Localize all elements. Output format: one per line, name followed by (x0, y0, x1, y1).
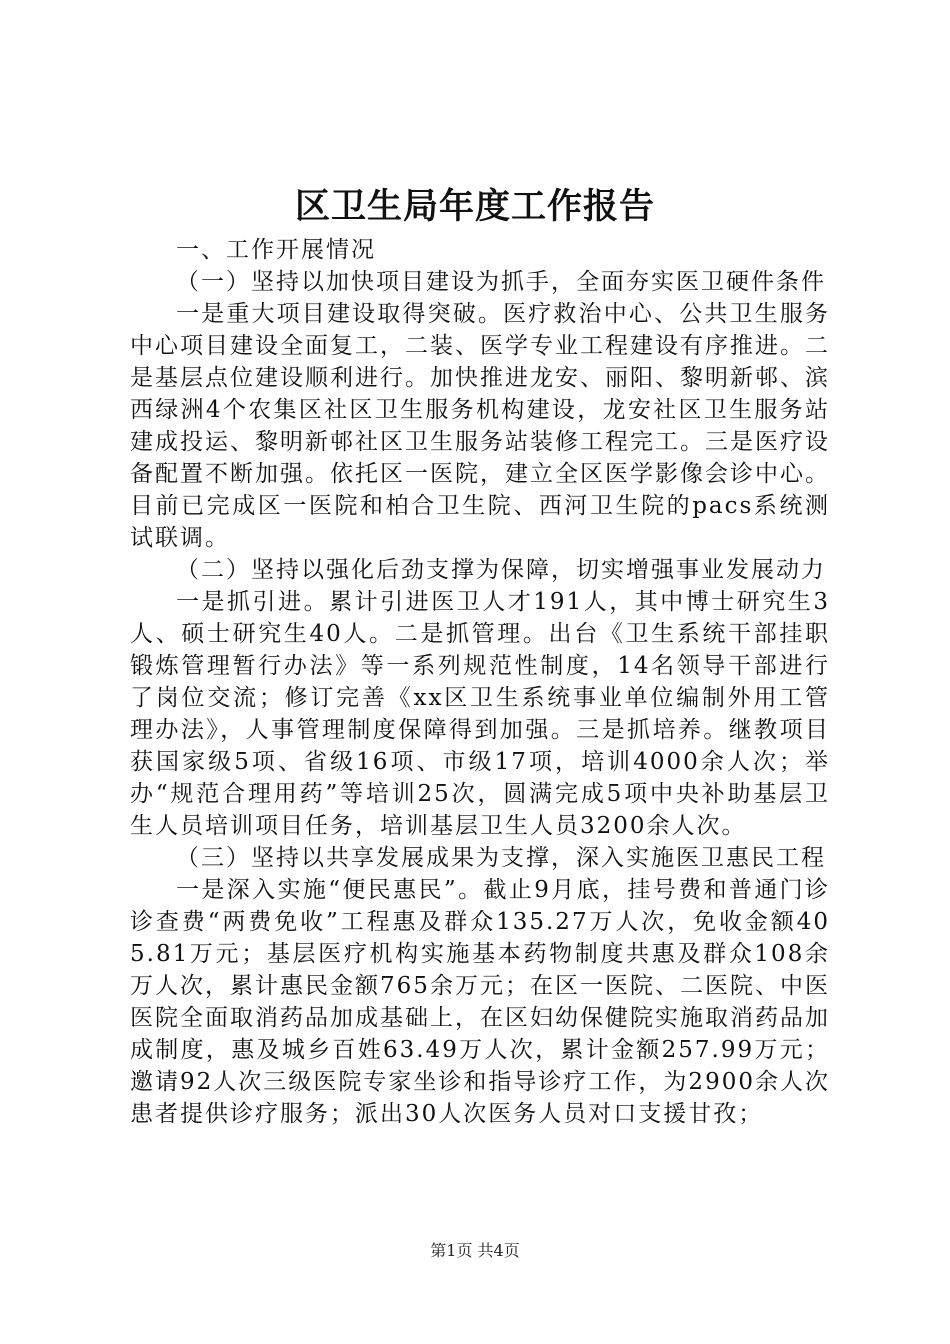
paragraph-talent-management: 一是抓引进。累计引进医卫人才191人，其中博士研究生3人、硕士研究生40人。二是抓管理。出台《卫生系统干部挂职锻炼管理暂行办法》等一系列规范性制度，14名领导干部进行了岗位交流；修订完善《xx区卫生系统事业单位编制外用工管理办法》，人事管理制度保障得到加强。三是抓培养。继教项目获国家级5项、省级16项、市级17项，培训4000余人次；举办“规范合理用药”等培训25次，圆满完成5项中央补助基层卫生人员培训项目任务，培训基层卫生人员3200余人次。 (130, 589, 830, 839)
section-heading: 一、工作开展情况 (176, 237, 376, 263)
subsection-heading-1: （一）坚持以加快项目建设为抓手，全面夯实医卫硬件条件 (176, 269, 826, 295)
subsection-heading-2: （二）坚持以强化后劲支撑为保障，切实增强事业发展动力 (176, 557, 826, 583)
subsection-heading-3: （三）坚持以共享发展成果为支撑，深入实施医卫惠民工程 (176, 845, 826, 871)
paragraph-benefit-program: 一是深入实施“便民惠民”。截止9月底，挂号费和普通门诊诊查费“两费免收”工程惠及群众135.27万人次，免收金额405.81万元；基层医疗机构实施基本药物制度共惠及群众108余万人次，累计惠民金额765余万元；在区一医院、二医院、中医医院全面取消药品加成基础上，在区妇幼保健院实施取消药品加成制度，惠及城乡百姓63.49万人次，累计金额257.99万元；邀请92人次三级医院专家坐诊和指导诊疗工作，为2900余人次患者提供诊疗服务；派出30人次医务人员对口支援甘孜； (130, 877, 830, 1127)
document-title: 区卫生局年度工作报告 (294, 186, 655, 227)
document-body (130, 234, 830, 1130)
page-footer: 第1页 共4页 (430, 1241, 520, 1260)
paragraph-project-construction: 一是重大项目建设取得突破。医疗救治中心、公共卫生服务中心项目建设全面复工，二装、医学专业工程建设有序推进。二是基层点位建设顺利进行。加快推进龙安、丽阳、黎明新邨、滨西绿洲4个农集区社区卫生服务机构建设，龙安社区卫生服务站建成投运、黎明新邨社区卫生服务站装修工程完工。三是医疗设备配置不断加强。依托区一医院，建立全区医学影像会诊中心。目前已完成区一医院和柏合卫生院、西河卫生院的pacs系统测试联调。 (130, 301, 830, 551)
